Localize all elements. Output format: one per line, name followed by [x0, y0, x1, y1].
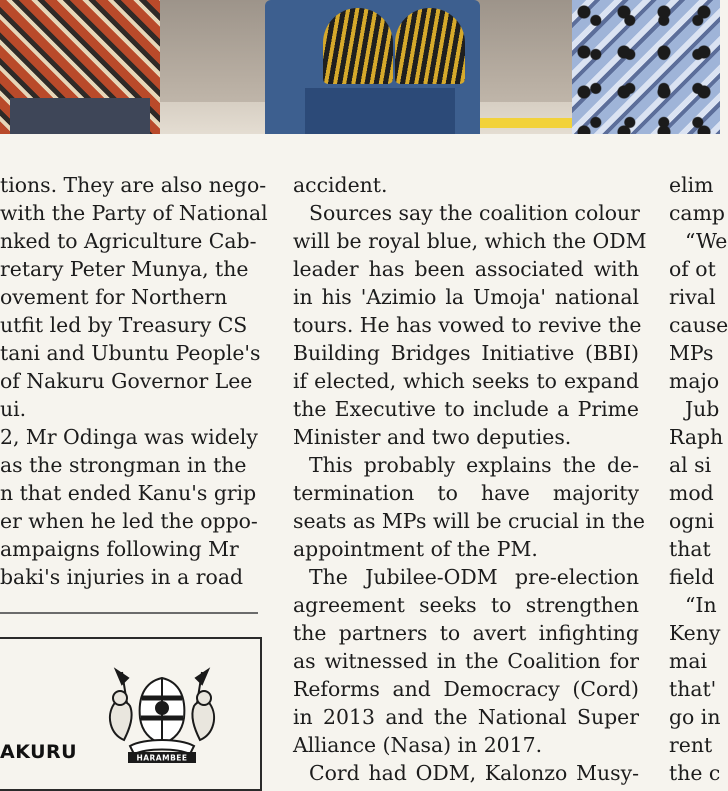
column-line: elim [669, 173, 714, 197]
article-column-3 [669, 171, 728, 787]
column-line: cause [669, 313, 728, 337]
column-line: tours. He has vowed to revive the [293, 313, 642, 337]
column-line: ampaigns following Mr [0, 537, 239, 561]
column-line: as the strongman in the [0, 453, 247, 477]
photo-person-right [572, 0, 720, 134]
column-line: “In [685, 593, 717, 617]
column-line: ogni [669, 509, 714, 533]
column-line: field [669, 565, 715, 589]
column-line: Building Bridges Initiative (BBI) [293, 341, 639, 365]
column-line: 2, Mr Odinga was widely [0, 425, 258, 449]
column-line: Alliance (Nasa) in 2017. [293, 733, 543, 757]
column-line: The Jubilee-ODM pre-election [309, 565, 639, 589]
column-line: accident. [293, 173, 388, 197]
column-line: n that ended Kanu's grip [0, 481, 257, 505]
column-line: appointment of the PM. [293, 537, 538, 561]
column-line: that [669, 537, 711, 561]
column-line: al si [669, 453, 712, 477]
column-line: in 2013 and the National Super [293, 705, 639, 729]
column-line: in his 'Azimio la Umoja' national [293, 285, 639, 309]
column-line: utfit led by Treasury CS [0, 313, 248, 337]
column-line: the c [669, 761, 721, 785]
column-line: tani and Ubuntu People's [0, 341, 261, 365]
column-line: of ot [669, 257, 716, 281]
column-line: nked to Agriculture Cab- [0, 229, 257, 253]
column-line: seats as MPs will be crucial in the [293, 509, 645, 533]
column-line: Minister and two deputies. [293, 425, 572, 449]
column-line: leader has been associated with [293, 257, 639, 281]
column-line: tions. They are also nego- [0, 173, 267, 197]
column-line: retary Peter Munya, the [0, 257, 249, 281]
column-line: baki's injuries in a road [0, 565, 244, 589]
column-line: rival [669, 285, 716, 309]
column-line: rent [669, 733, 713, 757]
column-line: that' [669, 677, 717, 701]
column-line: Keny [669, 621, 721, 645]
column-line: the partners to avert infighting [293, 621, 639, 645]
column-line: Sources say the coalition colour [309, 201, 640, 225]
column-line: majo [669, 369, 720, 393]
column-line: termination to have majority [293, 481, 639, 505]
column-line: if elected, which seeks to expand [293, 369, 639, 393]
column-line: the Executive to include a Prime [293, 397, 639, 421]
crest-motto: HARAMBEE [136, 753, 188, 763]
column-line: ui. [0, 397, 27, 421]
column-line: This probably explains the de- [309, 453, 639, 477]
column-line: Reforms and Democracy (Cord) [293, 677, 639, 701]
column-line: Cord had ODM, Kalonzo Musy- [309, 761, 639, 785]
column-line: mod [669, 481, 714, 505]
kenya-coat-of-arms-icon [100, 664, 224, 770]
photo-person-center [265, 0, 480, 134]
article-photo [0, 0, 720, 134]
photo-person-left [0, 0, 160, 134]
column-line: of Nakuru Governor Lee [0, 369, 253, 393]
column-line: Raph [669, 425, 724, 449]
column-line: Jub [685, 397, 720, 421]
notice-county-name: AKURU [0, 741, 78, 763]
column-line: “We [685, 229, 728, 253]
column-line: with the Party of National [0, 201, 268, 225]
column-line: go in [669, 705, 721, 729]
column-line: mai [669, 649, 708, 673]
column-line: as witnessed in the Coalition for [293, 649, 639, 673]
column-line: ovement for Northern [0, 285, 228, 309]
article-column-1 [0, 171, 268, 591]
column-line: agreement seeks to strengthen [293, 593, 639, 617]
column-divider-rule [0, 612, 258, 614]
column-line: er when he led the oppo- [0, 509, 258, 533]
article-column-2 [293, 171, 647, 787]
column-line: MPs [669, 341, 714, 365]
column-line: will be royal blue, which the ODM [293, 229, 647, 253]
column-line: camp [669, 201, 725, 225]
